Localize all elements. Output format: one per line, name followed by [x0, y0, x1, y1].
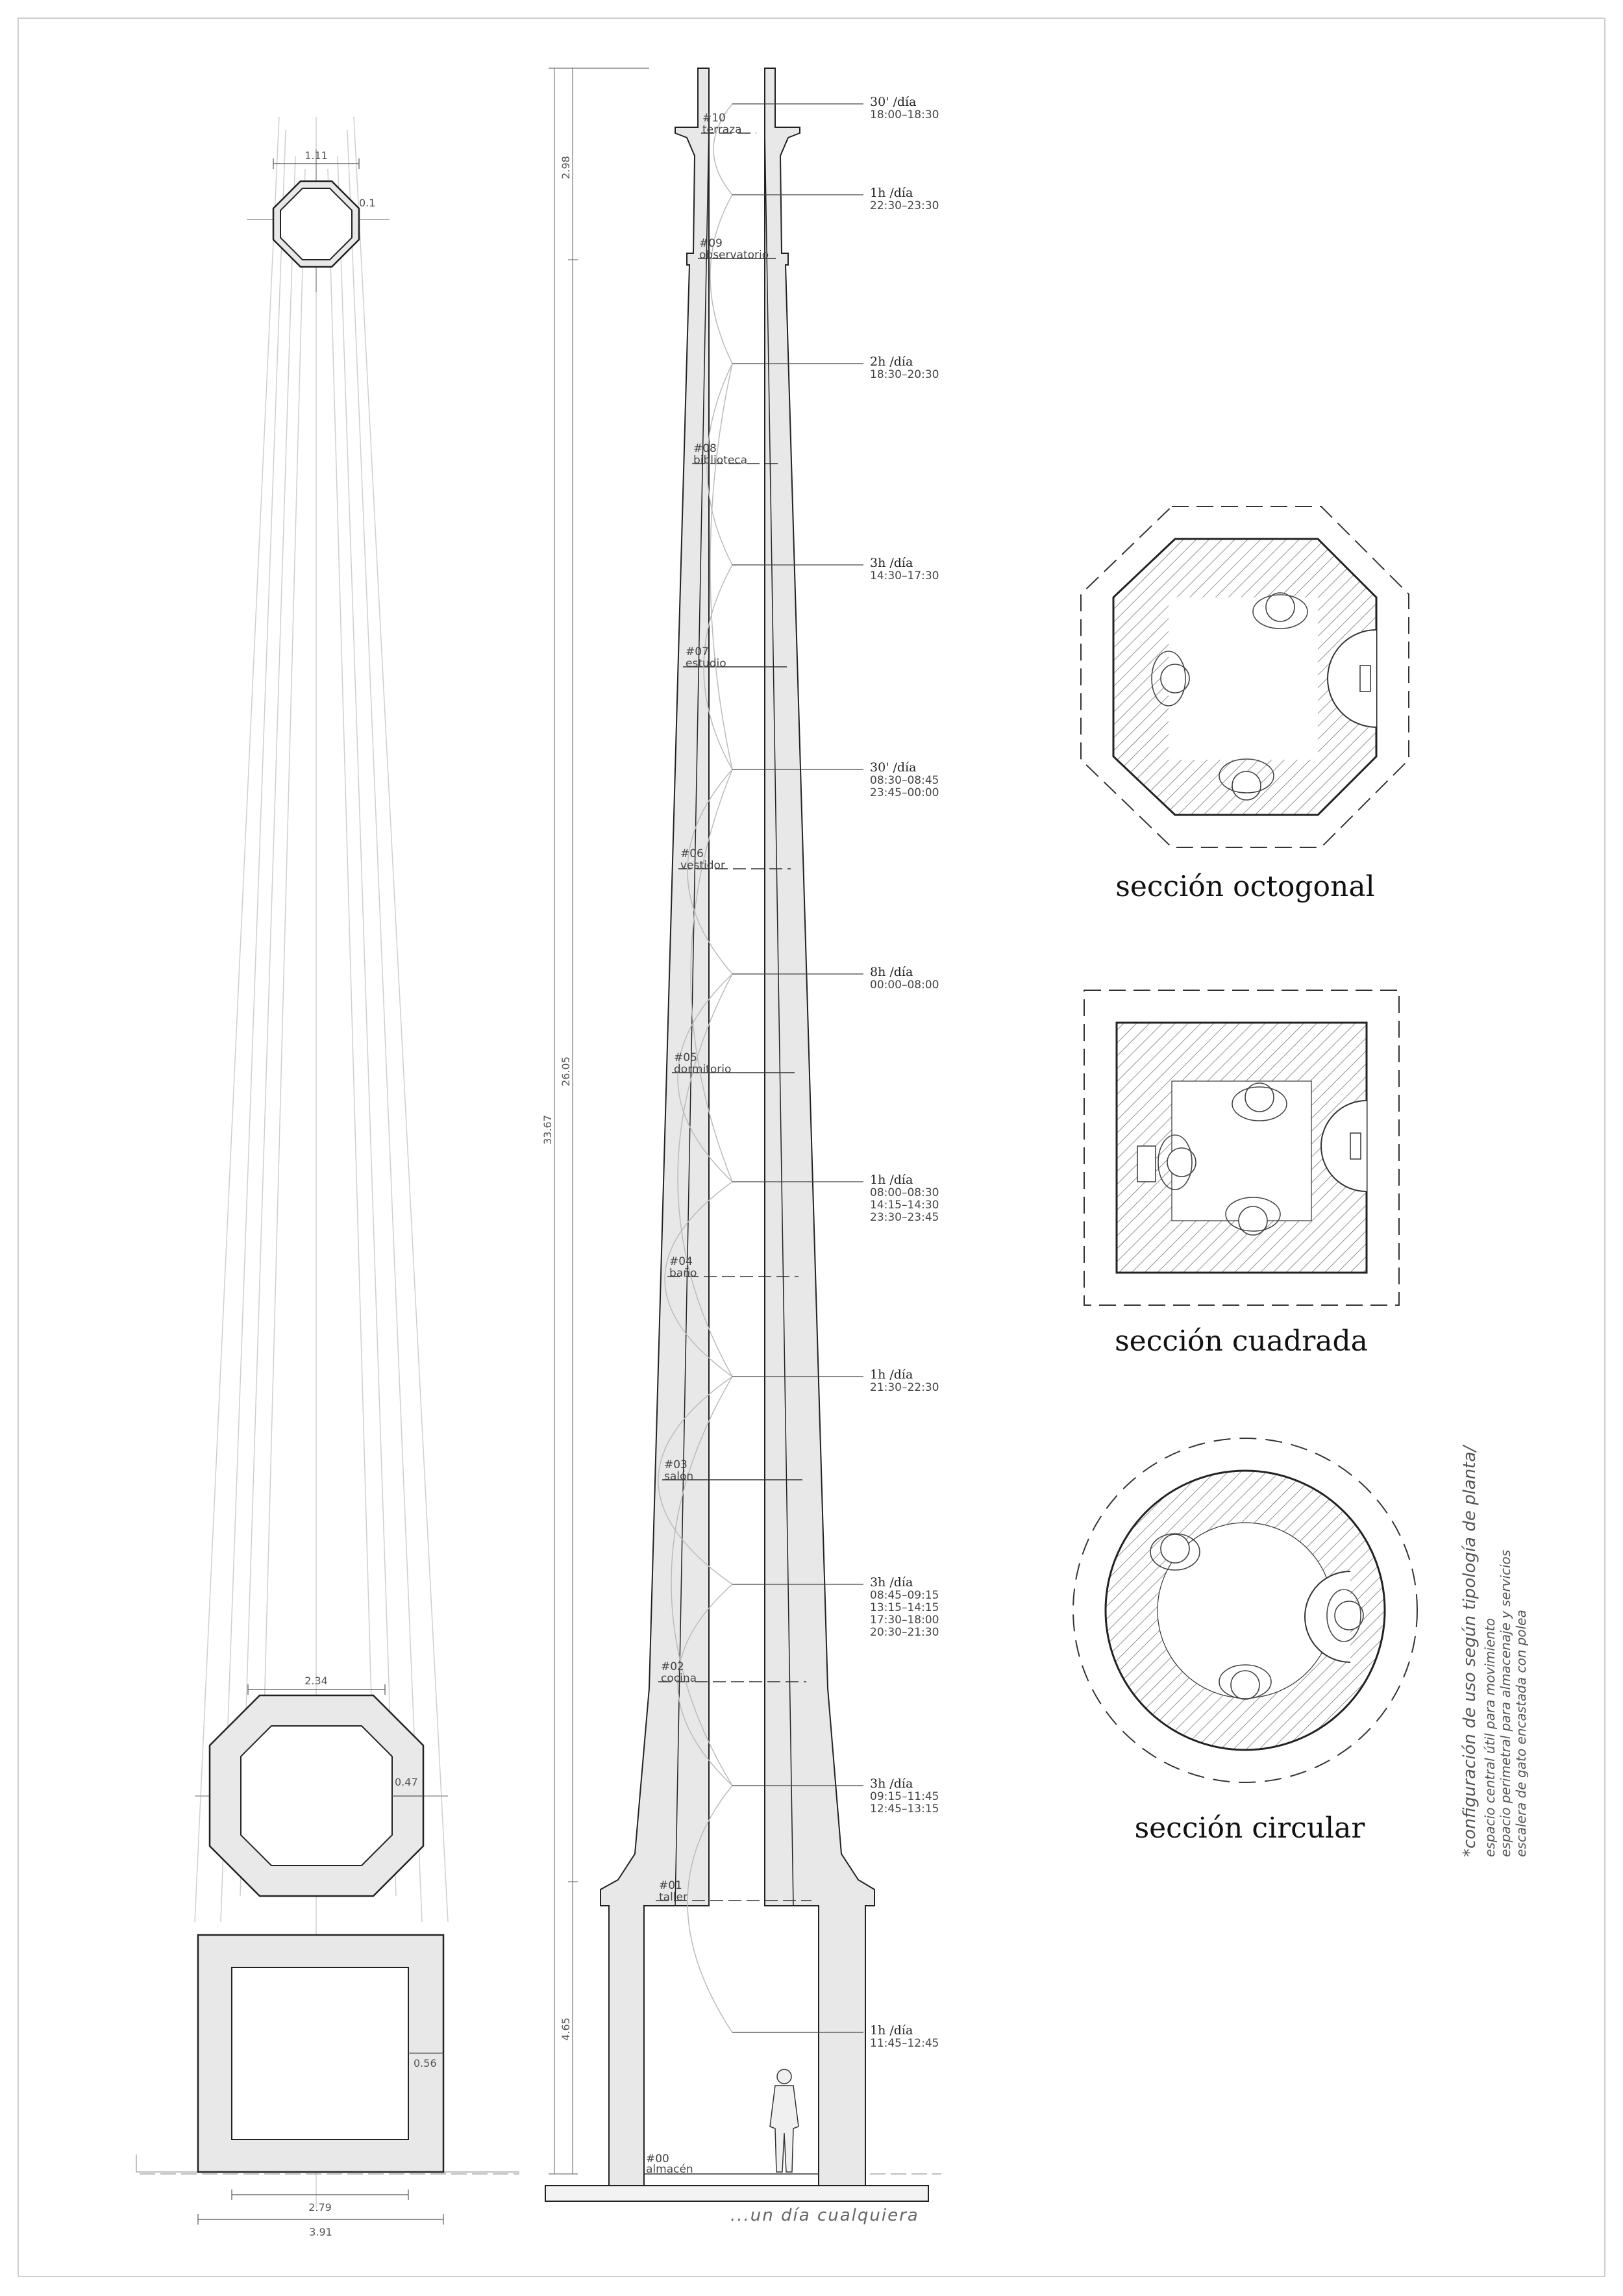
level-03-num: #03 — [664, 1458, 688, 1471]
square-section-title: sección cuadrada — [1115, 1325, 1368, 1358]
level-10-num: #10 — [702, 112, 726, 125]
level-07-num: #07 — [686, 645, 709, 658]
dim-middle: 26.05 — [560, 1056, 572, 1086]
octagonal-section-title: sección octogonal — [1115, 870, 1375, 903]
level-04-name: baño — [669, 1267, 697, 1280]
square-section — [1084, 990, 1399, 1358]
schedule-8-time-0: 08:45–09:15 — [870, 1589, 939, 1602]
level-09-num: #09 — [699, 237, 723, 250]
base-wall-dim: 0.56 — [414, 2057, 437, 2069]
level-00-num: #00 — [646, 2152, 669, 2165]
schedule-6-time-2: 23:30–23:45 — [870, 1211, 939, 1224]
level-08-name: biblioteca — [693, 454, 748, 467]
schedule-9-time-1: 12:45–13:15 — [870, 1803, 939, 1816]
top-octagon-wall-dim: 0.1 — [359, 197, 376, 209]
dim-base: 4.65 — [560, 2017, 572, 2041]
level-04-num: #04 — [669, 1255, 693, 1268]
legend-line-0: espacio central útil para movimiento — [1482, 1617, 1498, 1857]
schedule-4-duration: 30' /día — [870, 760, 917, 775]
mid-octagon-wall-dim: 0.47 — [395, 1776, 418, 1788]
level-02-num: #02 — [661, 1660, 684, 1673]
schedule-6-duration: 1h /día — [870, 1173, 913, 1187]
schedule-8-time-1: 13:15–14:15 — [870, 1601, 939, 1614]
top-octagon-plan — [247, 149, 390, 292]
schedule-5-time-0: 00:00–08:00 — [870, 979, 939, 992]
level-03-name: salón — [664, 1470, 694, 1483]
schedule-9-duration: 3h /día — [870, 1777, 913, 1791]
legend-title: *configuración de uso según tipología de planta/ — [1460, 1445, 1480, 1857]
schedule-1-time-0: 22:30–23:30 — [870, 199, 939, 212]
level-01-name: taller — [659, 1891, 688, 1904]
legend-line-2: escalera de gato encastada con polea — [1513, 1610, 1529, 1857]
circular-section-title: sección circular — [1134, 1812, 1365, 1845]
level-05-num: #05 — [674, 1051, 697, 1064]
schedule-7-time-0: 21:30–22:30 — [870, 1381, 939, 1394]
base-outer-width-dim: 3.91 — [309, 2226, 332, 2238]
mid-octagon-plan — [195, 1675, 448, 1896]
top-octagon-width-dim: 1.11 — [304, 149, 328, 162]
human-figure — [770, 2069, 799, 2172]
level-09-name: observatorio — [699, 249, 769, 262]
schedule-3-duration: 3h /día — [870, 556, 913, 570]
schedule-10-time-0: 11:45–12:45 — [870, 2037, 939, 2050]
plan-views — [136, 117, 519, 2238]
schedule-1-duration: 1h /día — [870, 186, 913, 200]
schedule-10-duration: 1h /día — [870, 2023, 913, 2038]
octagonal-section — [1081, 506, 1409, 903]
level-00-name: almacén — [646, 2163, 693, 2176]
level-01-num: #01 — [659, 1879, 682, 1892]
schedule-0-time-0: 18:00–18:30 — [870, 108, 939, 121]
schedule-9-time-0: 09:15–11:45 — [870, 1790, 939, 1803]
level-05-name: dormitorio — [674, 1063, 732, 1076]
legend-line-1: espacio perimetral para almacenaje y servicios — [1498, 1549, 1513, 1857]
schedule-8-time-2: 17:30–18:00 — [870, 1614, 939, 1627]
schedule-4-time-0: 08:30–08:45 — [870, 774, 939, 787]
base-inner-width-dim: 2.79 — [308, 2201, 332, 2214]
level-06-name: vestidor — [680, 859, 725, 872]
level-06-num: #06 — [680, 847, 704, 860]
mid-octagon-width-dim: 2.34 — [304, 1675, 328, 1687]
level-02-name: cocina — [661, 1672, 697, 1685]
daily-schedule — [870, 95, 939, 2050]
schedule-5-duration: 8h /día — [870, 965, 913, 979]
schedule-7-duration: 1h /día — [870, 1367, 913, 1382]
plinth — [545, 2186, 928, 2201]
chimney-walls — [601, 68, 874, 2186]
usage-legend — [1460, 1444, 1529, 1857]
schedule-2-time-0: 18:30–20:30 — [870, 368, 939, 381]
level-10-name: terraza — [702, 123, 742, 136]
circular-section — [1073, 1438, 1417, 1845]
schedule-4-time-1: 23:45–00:00 — [870, 786, 939, 799]
schedule-3-time-0: 14:30–17:30 — [870, 569, 939, 582]
dim-top: 2.98 — [560, 156, 572, 179]
schedule-2-duration: 2h /día — [870, 355, 913, 369]
schedule-0-duration: 30' /día — [870, 95, 917, 109]
schedule-8-time-3: 20:30–21:30 — [870, 1626, 939, 1639]
base-square-plan — [136, 1935, 519, 2238]
dim-total: 33.67 — [541, 1115, 554, 1145]
level-08-num: #08 — [693, 442, 717, 455]
schedule-8-duration: 3h /día — [870, 1575, 913, 1590]
schedule-6-time-0: 08:00–08:30 — [870, 1186, 939, 1199]
schedule-6-time-1: 14:15–14:30 — [870, 1199, 939, 1212]
level-07-name: estudio — [686, 657, 726, 670]
footer-caption: ...un día cualquiera — [730, 2206, 919, 2225]
